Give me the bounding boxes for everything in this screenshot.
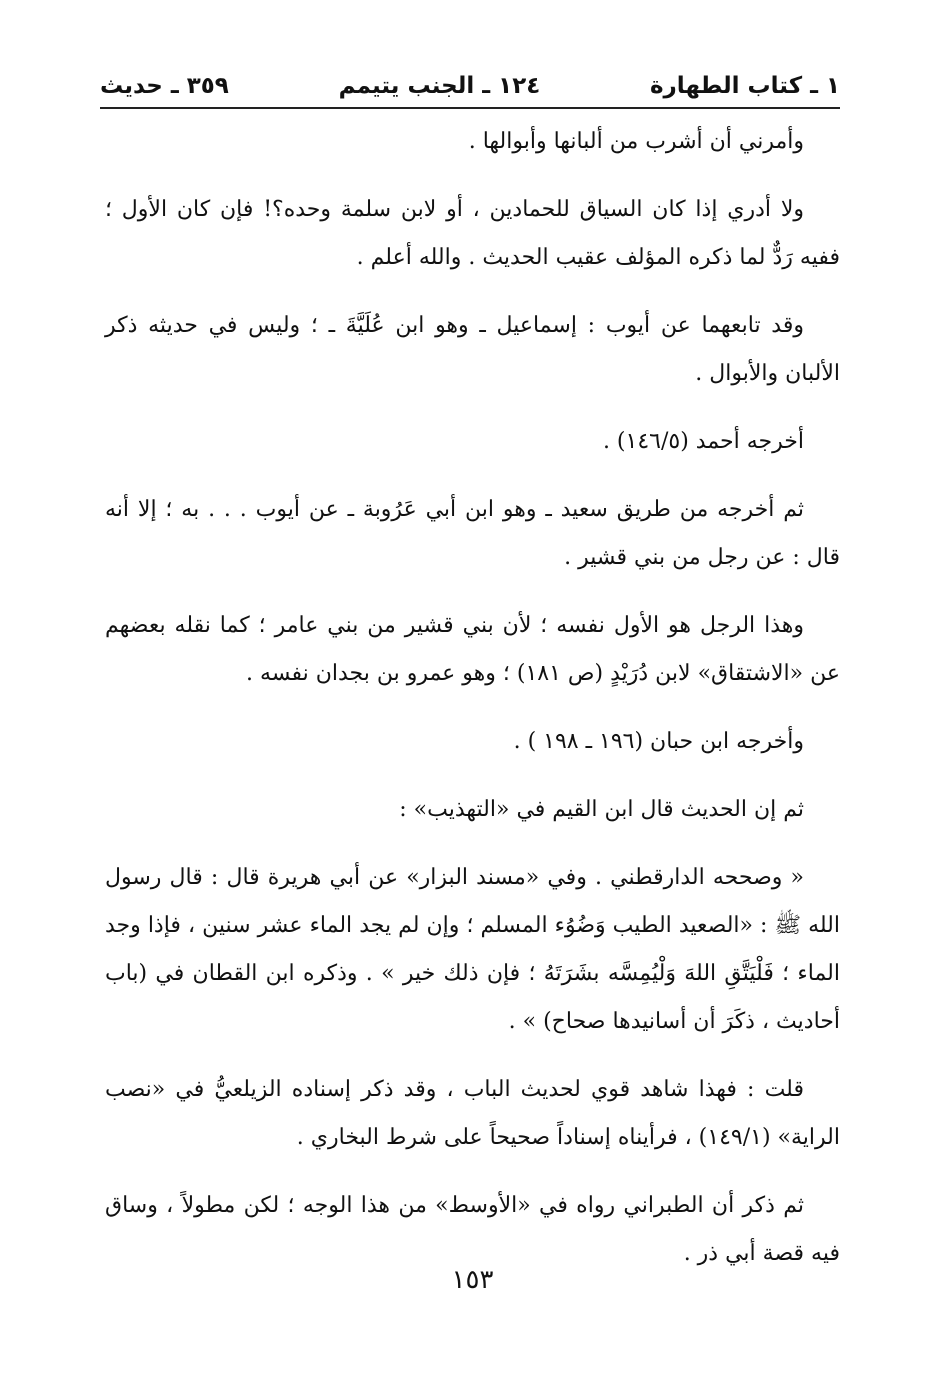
paragraph: ولا أدري إذا كان السياق للحمادين ، أو لابن سلمة وحده؟! فإن كان الأول ؛ ففيه رَدٌّ لما ذكره المؤلف عقيب الحديث . والله أعلم . [105, 197, 840, 270]
paragraph: ثم أخرجه من طريق سعيد ـ وهو ابن أبي عَرُوبة ـ عن أيوب . . . به ؛ إلا أنه قال : عن رجل من بني قشير . [105, 497, 840, 570]
paragraph: أخرجه أحمد (١٤٦/٥) . [602, 429, 804, 454]
quoted-paragraph: « وصححه الدارقطني . وفي «مسند البزار» عن أبي هريرة قال : قال رسول الله ﷺ : «الصعيد الطيب وَضُوُء المسلم ؛ وإن لم يجد الماء عشر سنين ، فإذا وجد الماء ؛ فَلْيَتَّقِ اللهَ وَلْيُمِسَّه بشَرَتَهُ ؛ فإن ذلك خير » . وذكره ابن القطان في (باب أحاديث ، ذكَرَ أن أسانيدها صحاح) » . [105, 865, 840, 1034]
header-divider [100, 107, 840, 109]
running-header [100, 66, 840, 106]
paragraph: ثم إن الحديث قال ابن القيم في «التهذيب» : [399, 797, 804, 822]
header-chapter: ١ ـ كتاب الطهارة [649, 73, 840, 99]
paragraph: ثم ذكر أن الطبراني رواه في «الأوسط» من هذا الوجه ؛ لكن مطولاً ، وساق فيه قصة أبي ذر . [105, 1193, 840, 1266]
header-hadith-number: ٣٥٩ ـ حديث [100, 73, 229, 99]
paragraph: قلت : فهذا شاهد قوي لحديث الباب ، وقد ذكر إسناده الزيلعيُّ في «نصب الراية» (١٤٩/١) ، فرأيناه إسناداً صحيحاً على شرط البخاري . [105, 1077, 840, 1150]
paragraph: وأمرني أن أشرب من ألبانها وأبوالها . [468, 129, 804, 154]
body-text [105, 118, 840, 1298]
paragraph: وهذا الرجل هو الأول نفسه ؛ لأن بني قشير من بني عامر ؛ كما نقله بعضهم عن «الاشتقاق» لابن دُرَيْدٍ (ص ١٨١) ؛ وهو عمرو بن بجدان نفسه . [105, 613, 840, 686]
paragraph: وقد تابعهما عن أيوب : إسماعيل ـ وهو ابن عُلَيَّةَ ـ ؛ وليس في حديثه ذكر الألبان والأبوال . [105, 313, 840, 386]
paragraph: وأخرجه ابن حبان (١٩٦ ـ ١٩٨ ) . [513, 729, 804, 754]
header-section: ١٢٤ ـ الجنب يتيمم [338, 73, 541, 99]
page-number: ١٥٣ [451, 1265, 494, 1295]
